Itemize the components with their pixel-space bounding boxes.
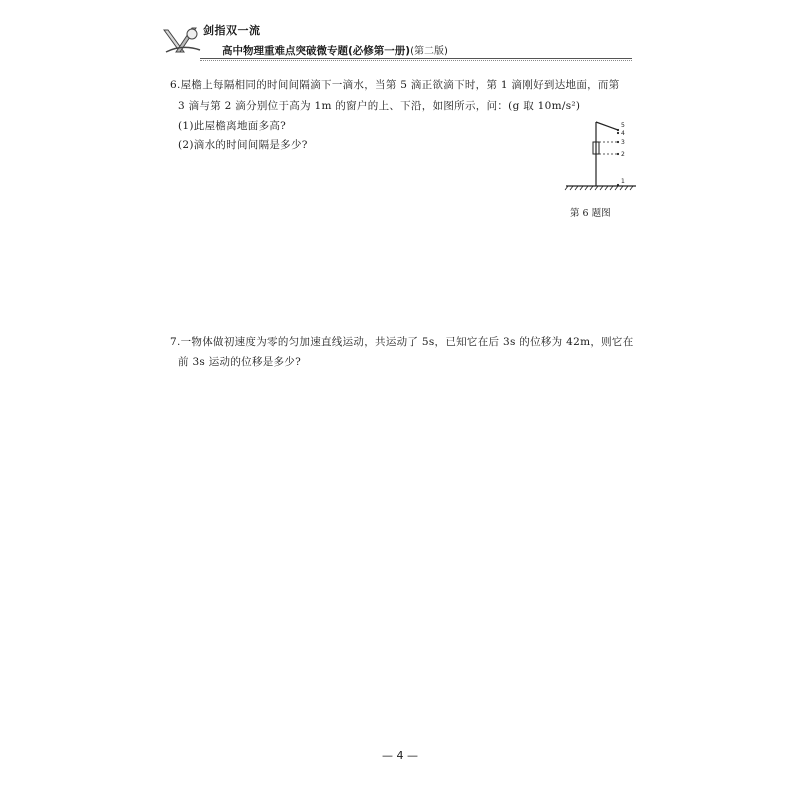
edition-label: (第二版) (410, 46, 448, 57)
drop-label-1: 1 (621, 178, 625, 185)
question7-line2: 前 3s 运动的位移是多少? (178, 356, 302, 368)
drop-2 (617, 153, 619, 155)
question6-line2: 3 滴与第 2 滴分别位于高为 1m 的窗户的上、下沿，如图所示，问：(g 取 10m/s²) (178, 100, 581, 112)
drop-label-2: 2 (621, 151, 625, 158)
eave-line (596, 122, 618, 130)
question6-sub2: (2)滴水的时间间隔是多少? (178, 139, 308, 151)
drop-label-5: 5 (621, 122, 625, 129)
header-dotted-rule (200, 60, 632, 61)
drop-label-3: 3 (621, 139, 625, 146)
question6-line1: 6.屋檐上每隔相同的时间间隔滴下一滴水，当第 5 滴正欲滴下时，第 1 滴刚好到达地面，而第 (170, 79, 620, 91)
ground-hatch (565, 186, 633, 190)
question6-sub1: (1)此屋檐离地面多高? (178, 120, 287, 132)
drop-label-4: 4 (621, 130, 625, 137)
drop-4 (617, 132, 619, 134)
drop-3 (617, 141, 619, 143)
header-rule (200, 58, 632, 59)
book-logo-icon (162, 22, 202, 56)
question6-figure (560, 112, 640, 194)
book-title (222, 42, 448, 58)
page-number: — 4 — (382, 749, 418, 762)
figure-caption: 第 6 题图 (570, 208, 611, 219)
drop-5 (617, 129, 619, 131)
question7-line1: 7.一物体做初速度为零的匀加速直线运动，共运动了 5s，已知它在后 3s 的位移为 42m，则它在 (170, 336, 634, 348)
series-title: 剑指双一流 (203, 24, 261, 37)
book-title-text: 高中物理重难点突破微专题(必修第一册) (222, 45, 411, 57)
drop-1 (617, 184, 619, 186)
